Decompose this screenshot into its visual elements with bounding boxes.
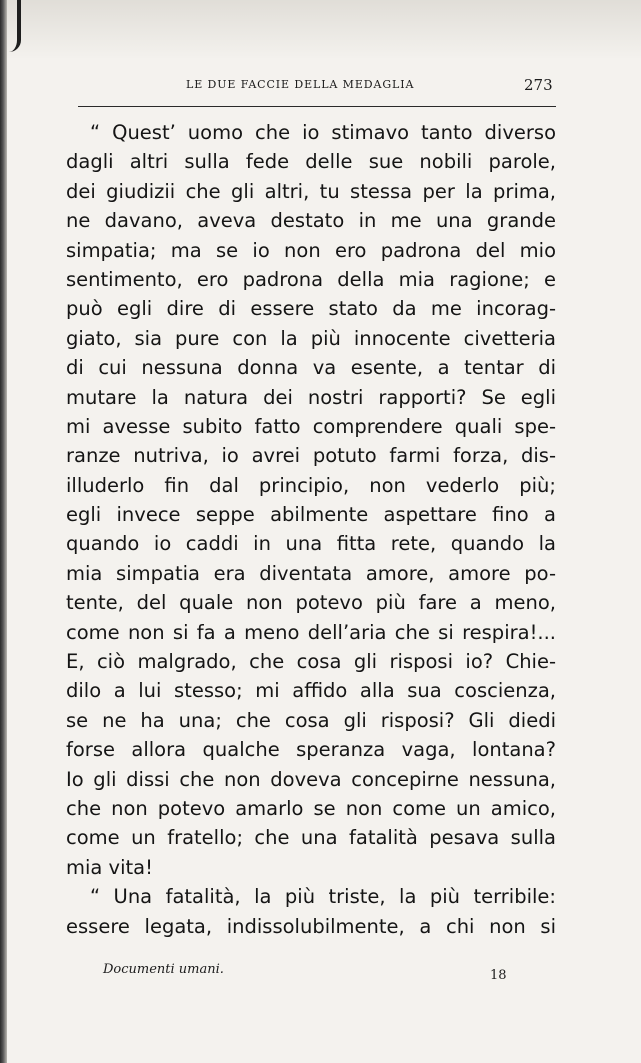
text-line: mia vita! (66, 855, 153, 879)
text-line: simpatia; ma se io non ero padrona del mio (66, 238, 556, 262)
page-footer (0, 962, 641, 992)
text-line: dei giudizii che gli altri, tu stessa per la prima, (66, 179, 556, 203)
text-line: se ne ha una; che cosa gli risposi? Gli diedi (66, 708, 556, 732)
text-line: che non potevo amarlo se non come un amico, (66, 796, 556, 820)
page-top-shading (0, 0, 641, 60)
text-line: ranze nutriva, io avrei potuto farmi forza, dis- (66, 444, 556, 468)
text-line: dilo a lui stesso; mi affido alla sua coscienza, (66, 679, 556, 703)
binding-edge (0, 0, 7, 1063)
signature-mark: Documenti umani. (103, 962, 224, 977)
signature-number: 18 (490, 968, 507, 983)
text-line: ne davano, aveva destato in me una grande (66, 209, 556, 233)
text-line: essere legata, indissolubilmente, a chi non si (66, 914, 556, 938)
text-line: forse allora qualche speranza vaga, lontana? (66, 738, 556, 762)
text-line: quando io caddi in una fitta rete, quando la (66, 532, 556, 556)
binding-curl (3, 0, 21, 52)
text-line: di cui nessuna donna va esente, a tentar di (66, 356, 556, 380)
text-line: E, ciò malgrado, che cosa gli risposi io? Chie- (66, 650, 556, 674)
text-line: mutare la natura dei nostri rapporti? Se egli (66, 385, 556, 409)
text-line: illuderlo fin dal principio, non vederlo più; (66, 473, 556, 497)
text-line: sentimento, ero padrona della mia ragione; e (66, 267, 556, 291)
page-number: 273 (524, 76, 553, 94)
text-line: “ Quest’ uomo che io stimavo tanto diverso (90, 121, 556, 144)
text-line: tente, del quale non potevo più fare a meno, (66, 591, 556, 615)
text-line: dagli altri sulla fede delle sue nobili parole, (66, 150, 556, 174)
text-line: come non si fa a meno dell’aria che si respira!... (66, 620, 556, 644)
text-line: come un fratello; che una fatalità pesava sulla (66, 826, 556, 850)
text-line: giato, sia pure con la più innocente civetteria (66, 326, 556, 350)
running-title: LE DUE FACCIE DELLA MEDAGLIA (186, 78, 415, 91)
running-header (0, 76, 641, 100)
text-line: mi avesse subito fatto comprendere quali spe- (66, 414, 556, 438)
text-line: egli invece seppe abilmente aspettare fino a (66, 503, 556, 527)
body-text (66, 118, 556, 941)
text-line: “ Una fatalità, la più triste, la più terribile: (90, 885, 556, 909)
text-line: può egli dire di essere stato da me incorag- (66, 297, 556, 321)
text-line: mia simpatia era diventata amore, amore po- (66, 561, 556, 585)
text-line: Io gli dissi che non doveva concepirne nessuna, (66, 767, 556, 791)
header-rule (78, 106, 556, 107)
